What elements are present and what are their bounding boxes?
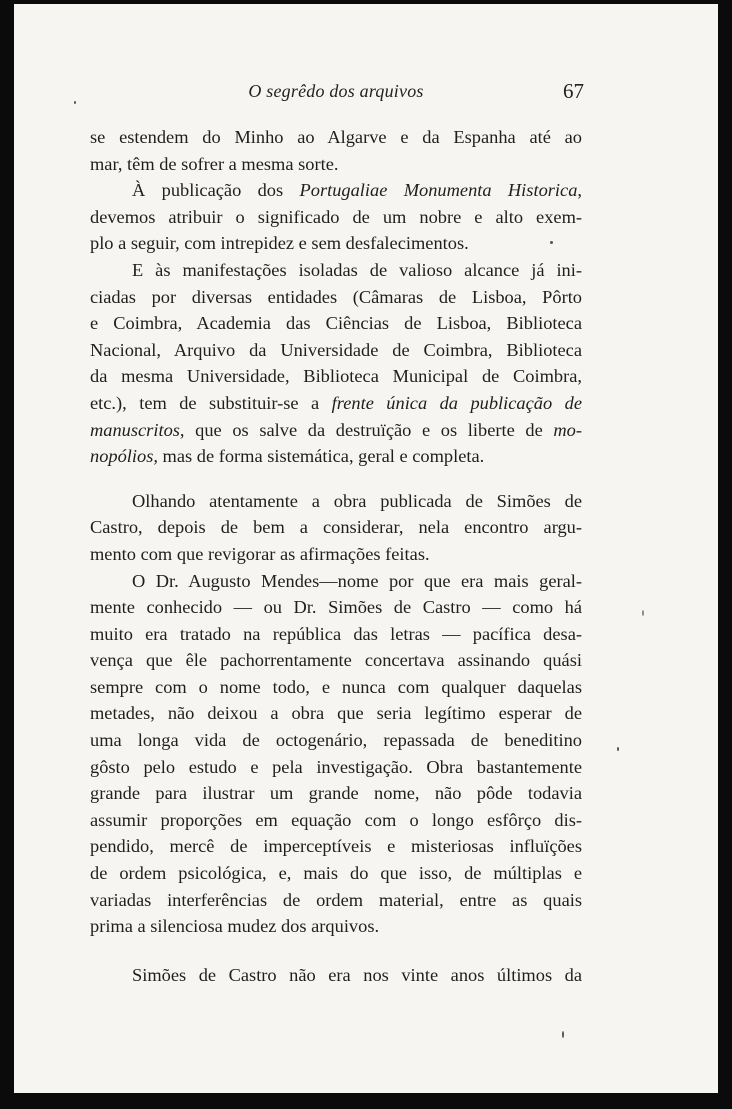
text-line: manuscritos, que os salve da destruïção e os liberte de mo- [90, 419, 582, 440]
text-line: metades, não deixou a obra que seria legítimo esperar de [90, 703, 582, 724]
text-line: Simões de Castro não era nos vinte anos últimos da [132, 964, 582, 985]
page-header [90, 79, 582, 109]
text-line: prima a silenciosa mudez dos arquivos. [90, 916, 380, 937]
paragraph [90, 124, 582, 177]
paragraph-gap [90, 470, 582, 488]
text-line: etc.), tem de substituir-se a frente única da publicação de [90, 392, 582, 413]
text-line: Olhando atentamente a obra publicada de Simões de [132, 490, 582, 511]
italic-title: Portugaliae Monumenta Historica [299, 180, 578, 201]
paragraph [90, 177, 582, 257]
text-line: plo a seguir, com intrepidez e sem desfalecimentos. [90, 233, 469, 254]
text-line: uma longa vida de octogenário, repassada de beneditino [90, 730, 582, 751]
italic-phrase: mo- [553, 419, 582, 440]
text-line: vença que êle pachorrentamente concertava assinando quási [90, 650, 582, 671]
text-line: nopólios, mas de forma sistemática, geral e completa. [90, 446, 485, 467]
page-number: 67 [563, 79, 584, 103]
scan-speck [642, 610, 644, 616]
text-line: Nacional, Arquivo da Universidade de Coimbra, Biblioteca [90, 339, 582, 360]
text-line: À publicação dos Portugaliae Monumenta Historica, [132, 180, 582, 201]
text-line: grande para ilustrar um grande nome, não pôde todavia [90, 783, 582, 804]
text-line: O Dr. Augusto Mendes—nome por que era mais geral- [132, 570, 582, 591]
paragraph-gap [90, 940, 582, 962]
text-line: mente conhecido — ou Dr. Simões de Castro — como há [90, 597, 582, 618]
body-text [90, 124, 582, 988]
scan-speck [562, 1031, 564, 1038]
text-line: mento com que revigorar as afirmações feitas. [90, 543, 430, 564]
text-line: muito era tratado na república das letras — pacífica desa- [90, 623, 582, 644]
text-line: devemos atribuir o significado de um nobre e alto exem- [90, 206, 582, 227]
paragraph [90, 257, 582, 470]
text-line: mar, têm de sofrer a mesma sorte. [90, 153, 339, 174]
text-line: gôsto pelo estudo e pela investigação. Obra bastantemente [90, 756, 582, 777]
text-line: se estendem do Minho ao Algarve e da Espanha até ao [90, 127, 582, 147]
text-line: E às manifestações isoladas de valioso alcance já ini- [132, 259, 582, 280]
text-line: ciadas por diversas entidades (Câmaras de Lisboa, Pôrto [90, 286, 582, 307]
paragraph [90, 568, 582, 940]
text-line: pendido, mercê de imperceptíveis e misteriosas influïções [90, 836, 582, 857]
paragraph [90, 488, 582, 568]
text-line: assumir proporções em equação com o longo esfôrço dis- [90, 809, 582, 830]
text-line: variadas interferências de ordem material, entre as quais [90, 889, 582, 910]
scan-speck [550, 241, 553, 244]
scan-speck [617, 747, 619, 751]
text-line: Castro, depois de bem a considerar, nela encontro argu- [90, 517, 582, 538]
italic-phrase: frente única da publicação de [331, 392, 582, 413]
text-line: da mesma Universidade, Biblioteca Municipal de Coimbra, [90, 366, 582, 387]
paragraph [90, 962, 582, 989]
text-line: e Coimbra, Academia das Ciências de Lisboa, Biblioteca [90, 313, 582, 334]
italic-phrase: nopólios, [90, 446, 158, 467]
text-line: de ordem psicológica, e, mais do que isso, de múltiplas e [90, 863, 582, 884]
text-line: sempre com o nome todo, e nunca com qualquer daquelas [90, 676, 582, 697]
scan-speck [74, 101, 76, 104]
italic-phrase: manuscritos [90, 419, 180, 440]
running-title: O segrêdo dos arquivos [248, 81, 424, 101]
